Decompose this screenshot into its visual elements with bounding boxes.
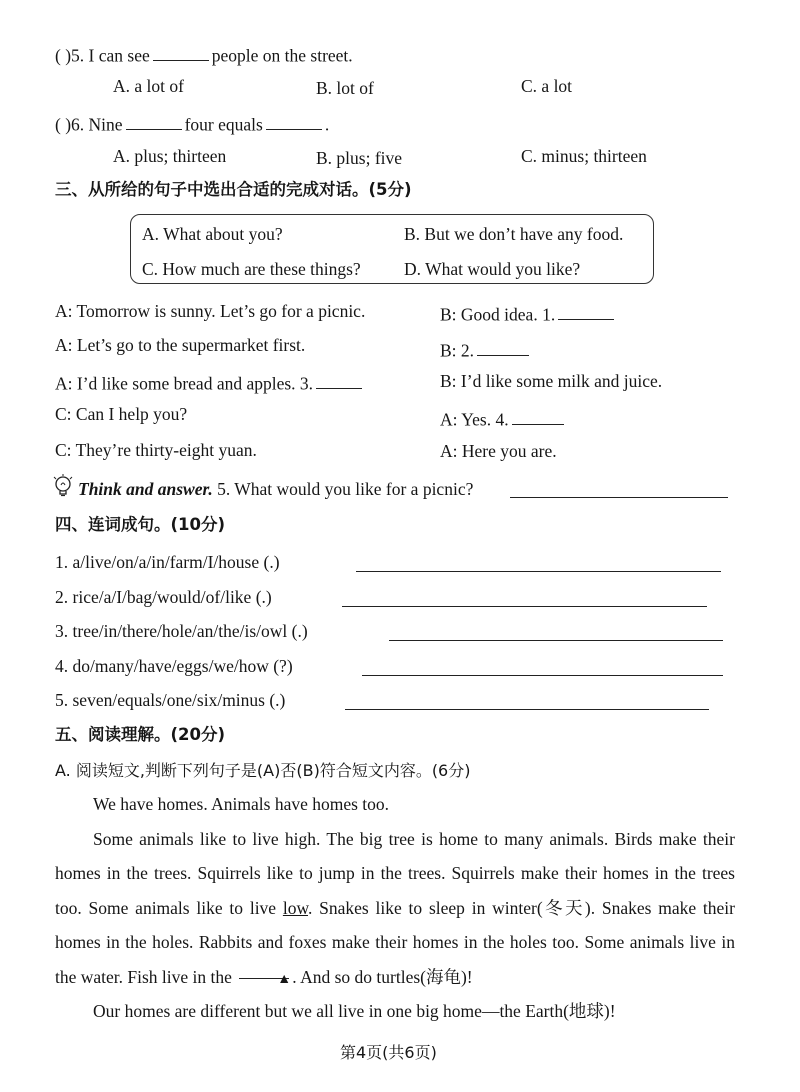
dialogue-line xyxy=(55,370,365,394)
passage-paragraph-1: We have homes. Animals have homes too. xyxy=(93,794,390,814)
scrambled-sentence: 2. rice/a/I/bag/would/of/like (.) xyxy=(55,587,272,607)
answer-line xyxy=(510,497,728,498)
dialogue-option-b: B. But we don’t have any food. xyxy=(404,224,624,244)
answer-blank xyxy=(512,406,564,425)
reading-passage xyxy=(55,787,735,1029)
answer-blank xyxy=(316,370,362,389)
answer-blank xyxy=(477,337,529,356)
section-4-heading: 四、连词成句。(10分) xyxy=(55,515,226,534)
option-c: C. a lot xyxy=(521,76,573,96)
dialogue-text: B: 2. xyxy=(440,340,475,361)
dialogue-option-c: C. How much are these things? xyxy=(142,259,361,279)
answer-line xyxy=(356,571,721,572)
scrambled-sentence: 4. do/many/have/eggs/we/how (?) xyxy=(55,656,293,676)
think-question: 5. What would you like for a picnic? xyxy=(212,479,474,499)
passage-text: Some animals like to live high. The big tree is home to many animals. Birds make their homes in the trees. Squirrels like to jump in the trees. Squirrels make their homes in the trees too. Some animals like to live xyxy=(55,828,735,918)
option-b: B. plus; five xyxy=(316,148,403,168)
answer-blank xyxy=(266,111,322,130)
underlined-word: low xyxy=(282,897,308,918)
question-stem: 6. Nine xyxy=(71,114,123,135)
option-a: A. a lot of xyxy=(113,76,184,96)
scrambled-sentence: 3. tree/in/there/hole/an/the/is/owl (.) xyxy=(55,621,308,641)
dialogue-option-a: A. What about you? xyxy=(142,224,283,244)
question-6 xyxy=(55,111,329,135)
answer-blank xyxy=(153,42,209,61)
dialogue-text: A: I’d like some bread and apples. 3. xyxy=(55,373,314,394)
option-c: C. minus; thirteen xyxy=(521,146,647,166)
option-a: A. plus; thirteen xyxy=(113,146,227,166)
dialogue-line: C: Can I help you? xyxy=(55,404,188,424)
dialogue-line: A: Here you are. xyxy=(440,441,557,461)
passage-paragraph-2 xyxy=(55,822,735,995)
dialogue-line: C: They’re thirty-eight yuan. xyxy=(55,440,257,460)
answer-blank xyxy=(558,301,614,320)
dialogue-text: A: Yes. 4. xyxy=(440,409,509,430)
answer-paren: ( ) xyxy=(55,114,72,135)
question-stem: . xyxy=(324,114,330,135)
scrambled-sentence: 5. seven/equals/one/six/minus (.) xyxy=(55,690,286,710)
question-stem: four equals xyxy=(184,114,263,135)
answer-blank xyxy=(126,111,182,130)
answer-blank xyxy=(239,960,292,987)
answer-line xyxy=(362,675,723,676)
think-label: Think and answer. xyxy=(78,479,213,499)
passage-paragraph-3: Our homes are different but we all live in one big home—the Earth(地球)! xyxy=(93,1001,616,1021)
section-5-subheading: A. 阅读短文,判断下列句子是(A)否(B)符合短文内容。(6分) xyxy=(55,761,471,780)
triangle-marker: ▲ xyxy=(277,971,292,987)
option-b: B. lot of xyxy=(316,78,374,98)
dialogue-line xyxy=(440,337,532,361)
dialogue-line xyxy=(440,301,617,325)
think-and-answer xyxy=(78,479,473,500)
question-stem: 5. I can see xyxy=(71,45,150,66)
answer-line xyxy=(389,640,723,641)
answer-paren: ( ) xyxy=(55,45,72,66)
section-3-heading: 三、从所给的句子中选出合适的完成对话。(5分) xyxy=(55,180,412,199)
dialogue-text: B: Good idea. 1. xyxy=(440,304,556,325)
page-footer: 第4页(共6页) xyxy=(340,1043,437,1062)
passage-text: . Snakes like to sleep in winter(冬天). Snakes make their homes in the holes. Rabbits and foxes make their homes in the holes too. Some animals live in the water. Fish live in the xyxy=(55,897,735,987)
answer-line xyxy=(345,709,709,710)
passage-text: . And so do turtles(海龟)! xyxy=(292,966,473,987)
dialogue-line: A: Let’s go to the supermarket first. xyxy=(55,335,306,355)
dialogue-line: B: I’d like some milk and juice. xyxy=(440,371,663,391)
scrambled-sentence: 1. a/live/on/a/in/farm/I/house (.) xyxy=(55,552,280,572)
dialogue-line: A: Tomorrow is sunny. Let’s go for a picnic. xyxy=(55,301,366,321)
section-5-heading: 五、阅读理解。(20分) xyxy=(55,725,226,744)
question-stem: people on the street. xyxy=(211,45,353,66)
dialogue-option-d: D. What would you like? xyxy=(404,259,581,279)
question-5 xyxy=(55,42,353,66)
answer-line xyxy=(342,606,707,607)
lightbulb-icon xyxy=(52,474,74,498)
dialogue-line xyxy=(440,406,567,430)
